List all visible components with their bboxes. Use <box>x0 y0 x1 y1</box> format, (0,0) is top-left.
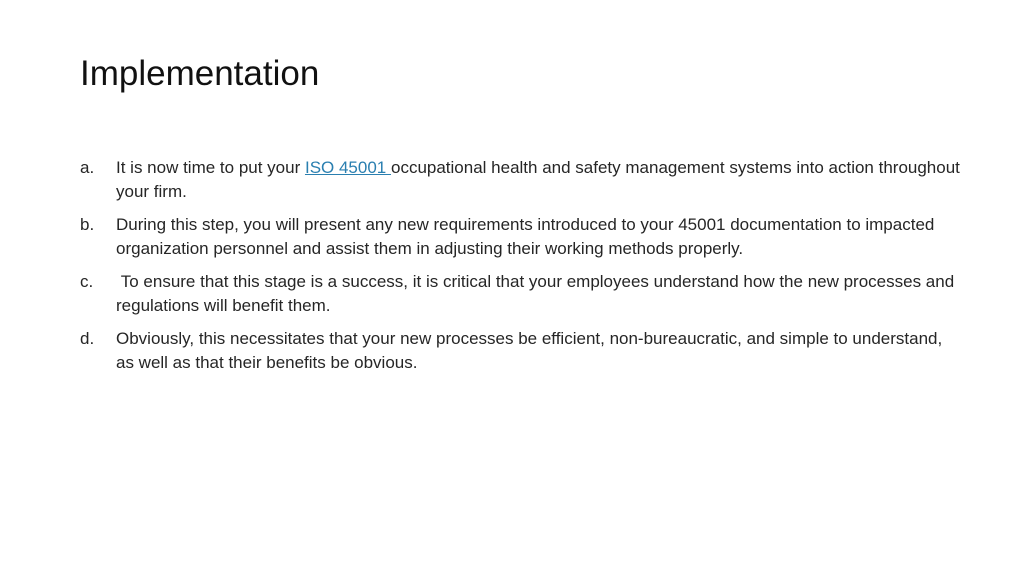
item-text: Obviously, this necessitates that your new processes be efficient, non-bureaucratic, and simple to understand, as well as that their benefits be obvious. <box>116 329 943 372</box>
list-item-d <box>80 327 960 374</box>
list-marker: a. <box>80 158 95 177</box>
list-marker: c. <box>80 272 94 291</box>
list-item-b <box>80 213 960 260</box>
list-item-a <box>80 156 960 203</box>
list-marker: b. <box>80 215 95 234</box>
item-text-before-link: It is now time to put your <box>116 158 305 177</box>
slide-title: Implementation <box>80 54 320 93</box>
iso-45001-link[interactable]: ISO 45001 <box>304 158 391 177</box>
list-marker: d. <box>80 329 95 348</box>
item-text: During this step, you will present any new requirements introduced to your 45001 documentation to impacted organization personnel and assist them in adjusting their working methods properly. <box>116 215 935 258</box>
item-text: To ensure that this stage is a success, it is critical that your employees understand how the new processes and regulations will benefit them. <box>116 272 959 315</box>
bullet-list <box>80 156 960 384</box>
list-item-c <box>80 270 960 317</box>
item-text-after-link: occupational health and safety management systems into action throughout your firm. <box>116 158 960 201</box>
